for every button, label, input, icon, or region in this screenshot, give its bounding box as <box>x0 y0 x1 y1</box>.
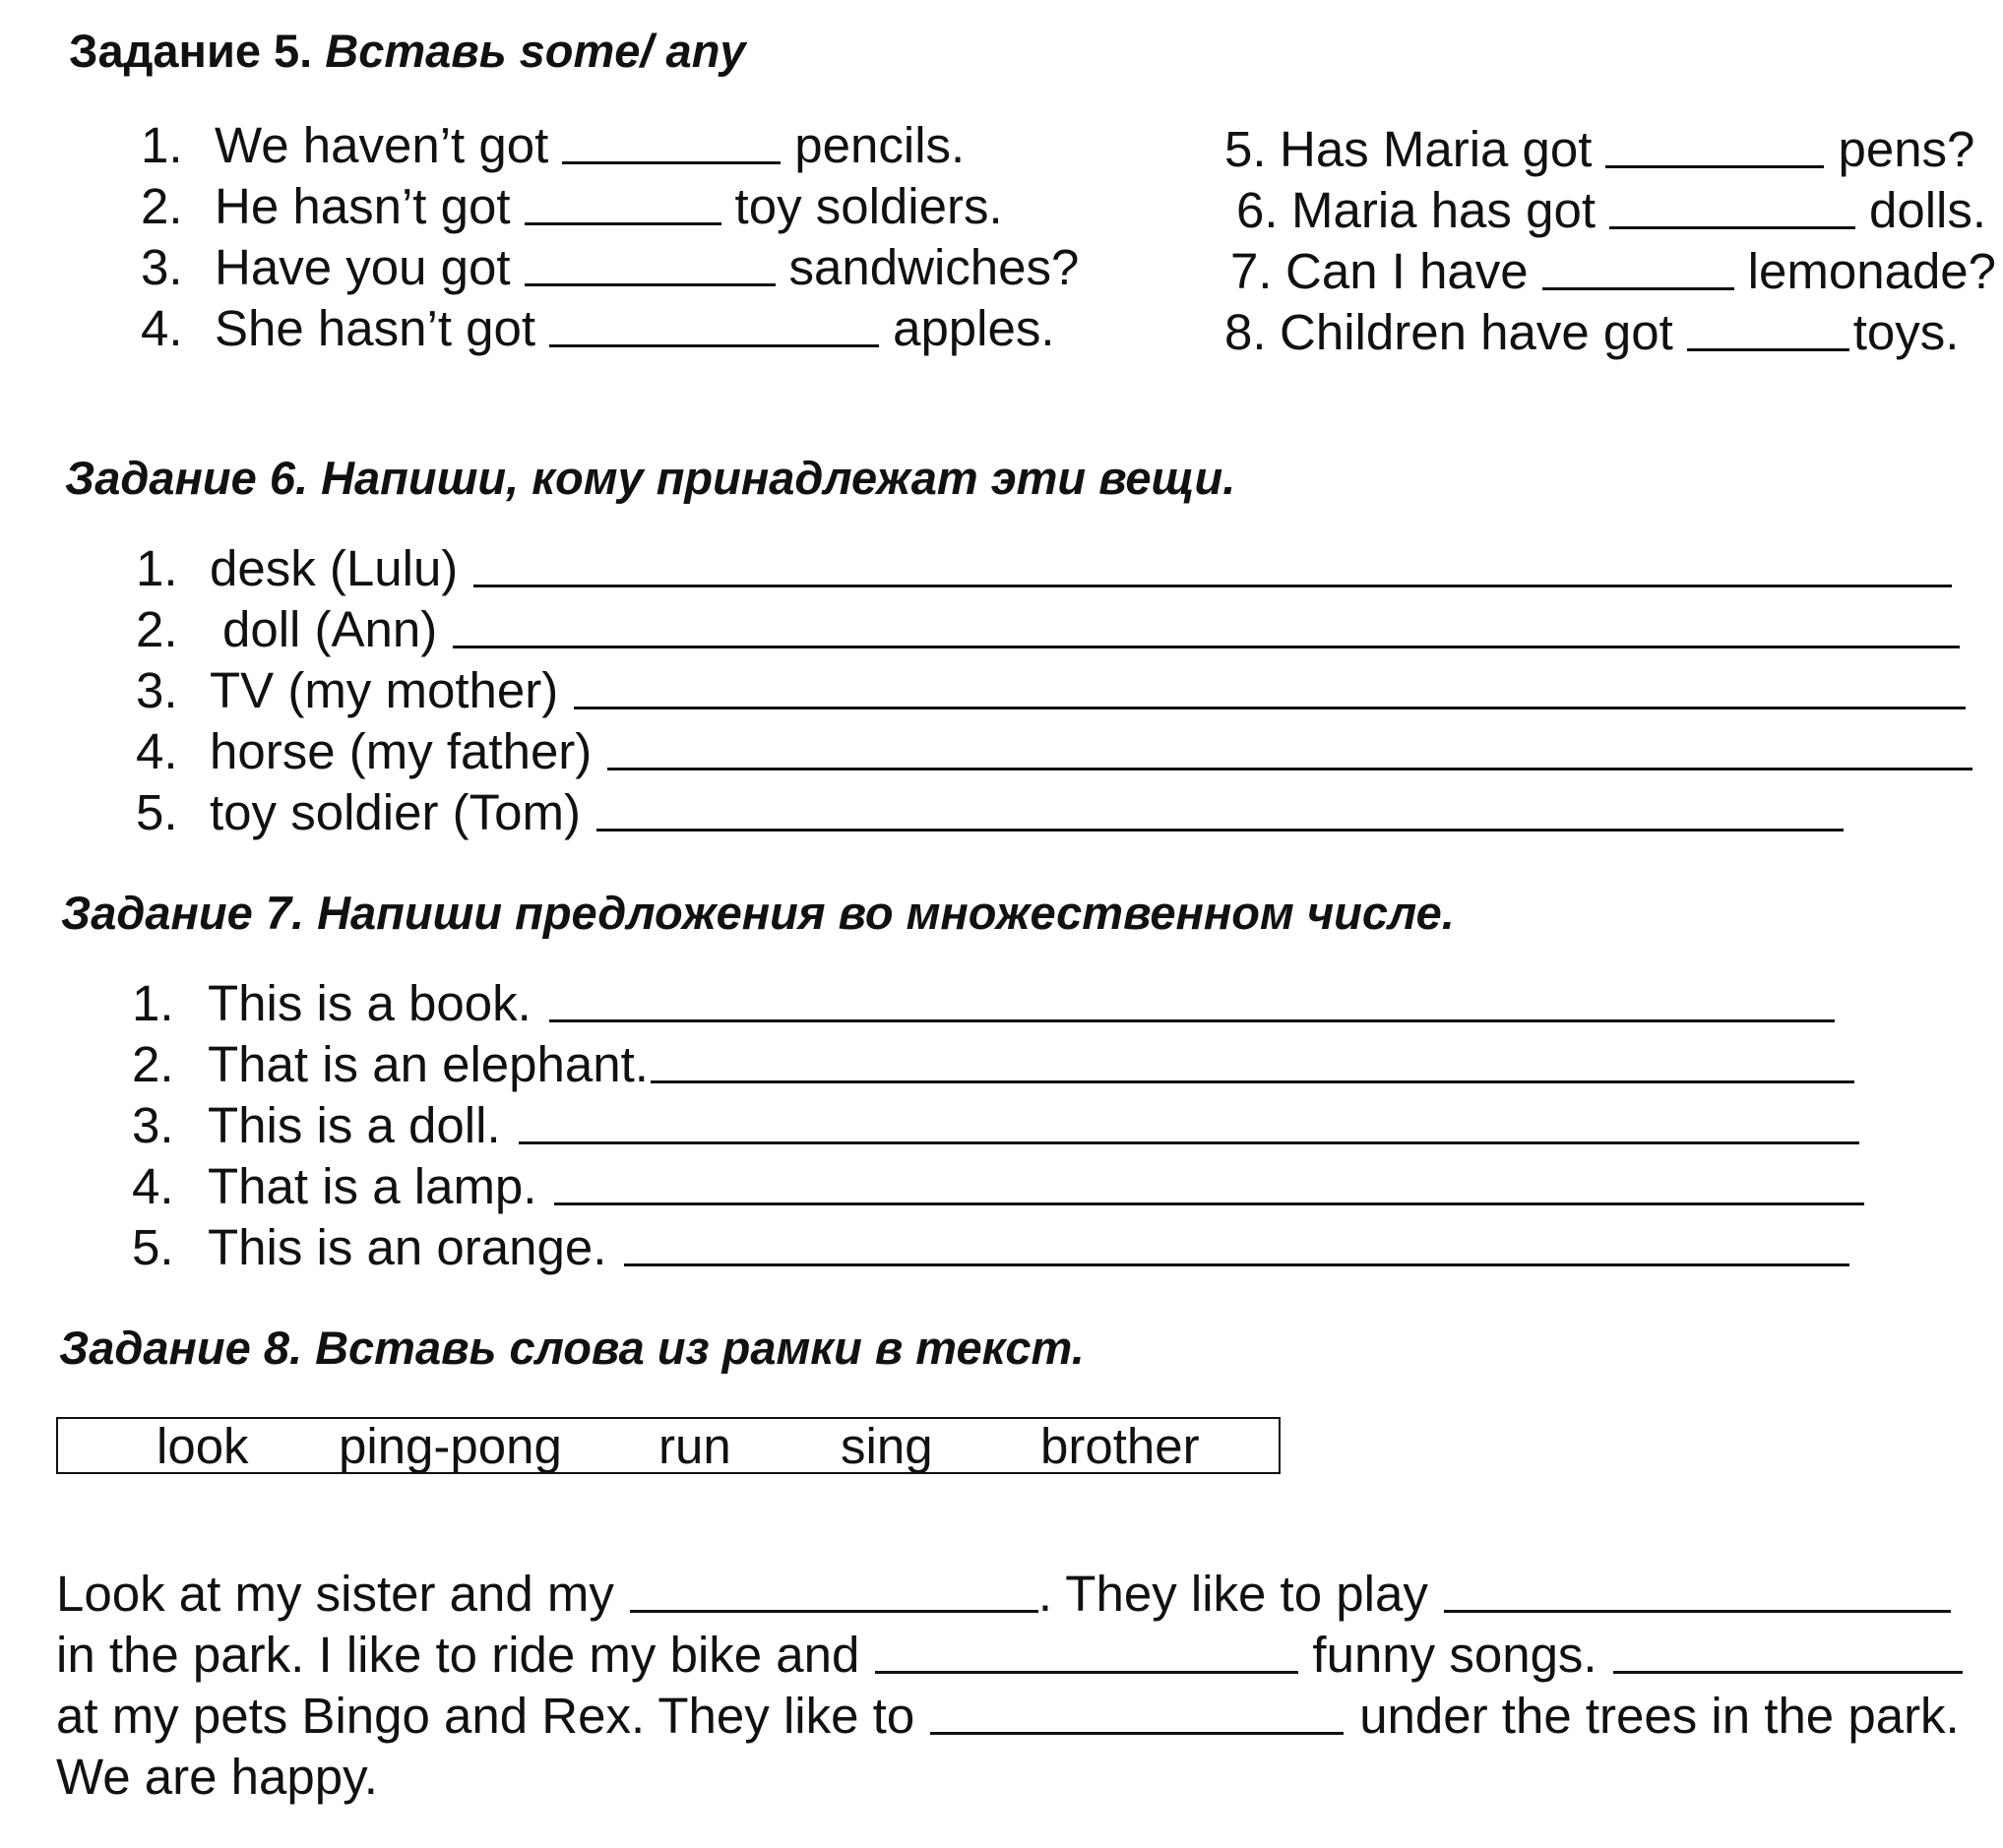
task5-item-8 <box>1224 303 1959 361</box>
item-number: 3. <box>141 239 183 295</box>
item-text: That is a lamp. <box>208 1158 537 1214</box>
answer-blank[interactable] <box>525 221 721 225</box>
word-box-item: brother <box>1040 1418 1200 1474</box>
item-text: That is an elephant. <box>208 1036 649 1092</box>
answer-line[interactable] <box>549 1018 1835 1022</box>
answer-blank[interactable] <box>562 160 781 164</box>
task5-item-5 <box>1224 120 1974 178</box>
item-number: 4. <box>141 300 183 356</box>
item-text: horse (my father) <box>210 723 593 779</box>
item-text-after: toy soldiers. <box>734 178 1003 234</box>
item-text-after: lemonade? <box>1747 243 1997 299</box>
task7-item-1 <box>132 974 1835 1032</box>
text-fragment: in the park. I like to ride my bike and <box>56 1627 860 1683</box>
answer-line[interactable] <box>473 584 1952 587</box>
task7-heading: Задание 7. Напиши предложения во множественном числе. <box>61 887 1455 939</box>
task5-item-4 <box>141 299 1055 357</box>
answer-line[interactable] <box>453 645 1960 648</box>
item-number: 3. <box>132 1097 174 1153</box>
answer-blank[interactable] <box>875 1670 1298 1674</box>
item-text-after: sandwiches? <box>788 239 1080 295</box>
item-number: 7. <box>1230 243 1273 299</box>
item-text-after: dolls. <box>1869 182 1987 238</box>
task6-item-4 <box>136 722 1972 780</box>
answer-blank[interactable] <box>1687 347 1849 351</box>
answer-blank[interactable] <box>630 1609 1038 1613</box>
item-text-after: pens? <box>1838 121 1975 177</box>
item-number: 2. <box>136 601 178 657</box>
task6-item-5 <box>136 783 1844 841</box>
answer-line[interactable] <box>607 767 1972 770</box>
task5-item-2 <box>141 177 1003 235</box>
answer-blank[interactable] <box>525 282 776 286</box>
task5-instruction: Вставь some/ any <box>325 25 746 77</box>
item-text-after: apples. <box>893 300 1055 356</box>
text-fragment: Look at my sister and my <box>56 1566 614 1622</box>
task5-item-6 <box>1236 181 1986 239</box>
item-number: 5. <box>1224 121 1267 177</box>
task5-label: Задание 5. <box>69 25 313 77</box>
answer-line[interactable] <box>651 1079 1854 1083</box>
answer-blank[interactable] <box>549 343 879 347</box>
item-number: 6. <box>1236 182 1279 238</box>
item-number: 4. <box>136 723 178 779</box>
task7-item-5 <box>132 1218 1849 1276</box>
word-box-item: look <box>156 1418 249 1474</box>
answer-blank[interactable] <box>1613 1670 1963 1674</box>
item-number: 5. <box>136 784 178 840</box>
task6-item-1 <box>136 539 1952 597</box>
item-number: 1. <box>141 117 183 173</box>
text-line-4 <box>56 1748 378 1806</box>
item-text: This is a book. <box>208 975 532 1031</box>
task5-item-7 <box>1230 242 1996 300</box>
task5-heading <box>69 24 746 78</box>
task6-item-3 <box>136 661 1966 719</box>
item-number: 1. <box>136 540 178 596</box>
item-text-before: Maria has got <box>1291 182 1596 238</box>
task8-heading: Задание 8. Вставь слова из рамки в текст. <box>59 1322 1085 1374</box>
task5-item-3 <box>141 238 1079 296</box>
item-text-before: Children have got <box>1280 304 1673 360</box>
item-text: toy soldier (Tom) <box>210 784 581 840</box>
answer-line[interactable] <box>554 1201 1864 1205</box>
task7-item-4 <box>132 1157 1864 1215</box>
item-number: 8. <box>1224 304 1267 360</box>
answer-blank[interactable] <box>1605 164 1824 168</box>
text-line-1 <box>56 1565 1951 1623</box>
text-line-2 <box>56 1626 1963 1684</box>
text-line-3 <box>56 1687 1960 1745</box>
task6-heading: Задание 6. Напиши, кому принадлежат эти вещи. <box>65 452 1236 504</box>
task7-item-2 <box>132 1035 1854 1093</box>
item-number: 2. <box>141 178 183 234</box>
item-number: 4. <box>132 1158 174 1214</box>
text-fragment: funny songs. <box>1312 1627 1597 1683</box>
item-text-before: Have you got <box>215 239 511 295</box>
answer-line[interactable] <box>519 1140 1859 1144</box>
item-text-before: Can I have <box>1285 243 1529 299</box>
text-fragment: under the trees in the park. <box>1359 1688 1960 1744</box>
word-box-item: sing <box>841 1418 933 1474</box>
answer-line[interactable] <box>574 706 1966 709</box>
answer-line[interactable] <box>596 828 1844 832</box>
item-text-before: Has Maria got <box>1280 121 1593 177</box>
item-number: 3. <box>136 662 178 718</box>
task7-item-3 <box>132 1096 1859 1154</box>
answer-blank[interactable] <box>930 1731 1344 1735</box>
item-text: desk (Lulu) <box>210 540 459 596</box>
answer-line[interactable] <box>624 1263 1849 1266</box>
item-text: TV (my mother) <box>210 662 559 718</box>
item-number: 2. <box>132 1036 174 1092</box>
answer-blank[interactable] <box>1542 286 1734 290</box>
word-box-item: run <box>658 1418 731 1474</box>
item-text-after: toys. <box>1852 304 1960 360</box>
answer-blank[interactable] <box>1609 225 1855 229</box>
word-box <box>56 1417 1281 1474</box>
item-number: 5. <box>132 1219 174 1275</box>
answer-blank[interactable] <box>1444 1609 1951 1613</box>
item-text-after: pencils. <box>794 117 966 173</box>
item-text-before: She hasn’t got <box>215 300 536 356</box>
item-text-before: He hasn’t got <box>215 178 511 234</box>
item-text-before: We haven’t got <box>215 117 549 173</box>
item-number: 1. <box>132 975 174 1031</box>
text-fragment: We are happy. <box>56 1749 378 1805</box>
task5-item-1 <box>141 116 965 174</box>
text-fragment: . They like to play <box>1037 1566 1428 1622</box>
text-fragment: at my pets Bingo and Rex. They like to <box>56 1688 915 1744</box>
item-text: doll (Ann) <box>222 601 438 657</box>
task6-item-2 <box>136 600 1960 658</box>
item-text: This is a doll. <box>208 1097 501 1153</box>
item-text: This is an orange. <box>208 1219 607 1275</box>
word-box-item: ping-pong <box>339 1418 562 1474</box>
